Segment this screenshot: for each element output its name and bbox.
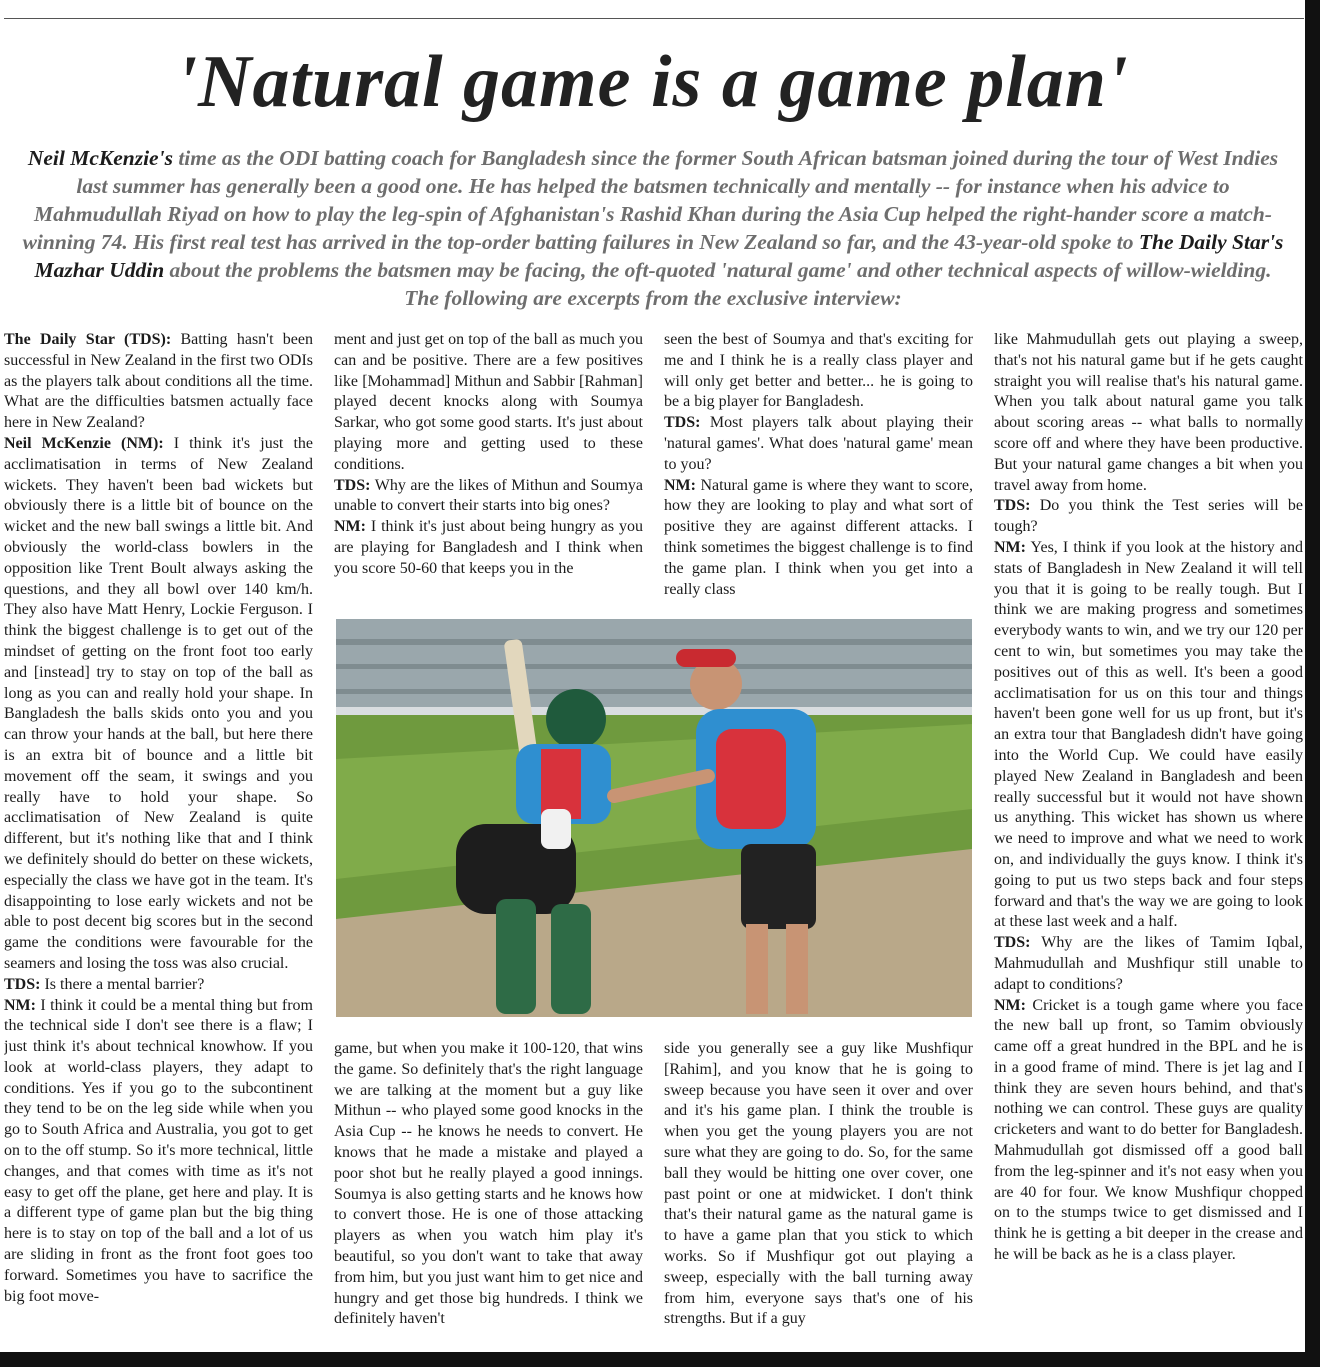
answer-3	[334, 517, 643, 579]
intro-text-2: about the problems the batsmen may be facing, the oft-quoted 'natural game' and other technical aspects of willow-wielding. The following are excerpts from the exclusive interview:	[164, 258, 1272, 310]
coach-leg	[786, 924, 808, 1014]
article-column-1	[4, 330, 313, 1352]
coach-cap	[676, 649, 736, 667]
article-column-2-bottom	[334, 1039, 643, 1352]
answer-continued: ment and just get on top of the ball as much you can and be positive. There are a few positives like [Mohammad] Mithun and Sabbir [Rahman] played decent knocks along with Soumya Sarkar, who got some good starts. It's just about playing more and getting used to these conditions.	[334, 331, 643, 473]
speaker-label: TDS:	[334, 476, 371, 494]
speaker-label: NM:	[334, 518, 366, 536]
intro-text-1: time as the ODI batting coach for Bangladesh since the former South African batsman joined during the tour of West Indies last summer has generally been a good one. He has helped the batsmen technically and mentally -- for instance when his advice to Mahmudullah Riyad on how to play the leg-spin of Afghanistan's Rashid Khan during the Asia Cup helped the right-hander score a match-winning 74. His first real test has arrived in the top-order batting failures in New Zealand so far, and the 43-year-old spoke to	[22, 146, 1279, 254]
question-4	[664, 413, 973, 475]
training-photo	[336, 619, 972, 1017]
article-column-3-top	[664, 330, 973, 605]
question-3	[334, 476, 643, 518]
top-rule	[4, 18, 1304, 19]
batting-pad	[551, 904, 591, 1014]
answer-6	[994, 996, 1303, 1266]
answer-continued: side you generally see a guy like Mushfiqur [Rahim], and you know that he is going to sweep because you have seen it over and over and it's his game plan. I think the trouble is when you get the young players you are not sure what they are going to do. So, for the same ball they would be hitting one over cover, one past point or one at midwicket. I don't think that's their natural game as the natural game is to have a game plan that you stick to which works. So if Mushfiqur got out playing a sweep, especially with the ball turning away from him, everyone says that's one of his strengths. But if a guy	[664, 1040, 973, 1328]
article-column-3-bottom	[664, 1039, 973, 1352]
photo-illustration	[336, 619, 972, 1017]
question-text: Do you think the Test series will be tough?	[994, 497, 1303, 536]
question-1	[4, 330, 313, 434]
headline: 'Natural game is a game plan'	[176, 41, 1129, 123]
speaker-label: TDS:	[664, 414, 701, 432]
speaker-label: NM:	[994, 996, 1026, 1014]
speaker-label: NM:	[4, 996, 36, 1014]
question-text: Why are the likes of Tamim Iqbal, Mahmudullah and Mushfiqur still unable to adapt to conditions?	[994, 934, 1303, 993]
intro-name-interviewer: The Daily Star's Mazhar Uddin	[34, 230, 1284, 282]
question-2	[4, 975, 313, 996]
batsman-helmet	[546, 689, 606, 749]
question-text: Most players talk about playing their 'natural games'. What does 'natural game' mean to you?	[664, 414, 973, 473]
stand-tier	[336, 689, 972, 694]
article-column-2-top	[334, 330, 643, 605]
answer-text: I think it's just the acclimatisation in terms of New Zealand wickets. They haven't been bad wickets but obviously there is a little bit of bounce on the wicket and the new ball swings a little bit. And obviously the world-class bowlers in the opposition like Trent Boult always asking the questions, and they all bowl over 140 km/h. They also have Matt Henry, Lockie Ferguson. I think the biggest challenge is to get out of the mindset of getting on the front foot too early and [instead] try to stay on top of the ball as long as you can and really hold your shape. In Bangladesh the balls skids onto you and you can throw your hands at the ball, but here there is an extra bit of bounce and a little bit movement off the seam, it swings and you really have to hold your shape. So acclimatisation of New Zealand is quite different, but it's nothing like that and I think we definitely should do better on these wickets, especially the class we have got in the team. It's disappointing to lose early wickets and not be able to post decent big scores but in the second game the conditions were favourable for the seamers and losing the toss was also crucial.	[4, 434, 313, 972]
question-6	[994, 933, 1303, 995]
question-text: Batting hasn't been successful in New Zealand in the first two ODIs as the players talk about conditions all the time. What are the difficulties batsmen actually face here in New Zealand?	[4, 331, 313, 432]
right-page-border	[1305, 0, 1320, 1367]
coach-shorts	[741, 844, 816, 929]
batting-pad	[496, 899, 536, 1014]
batting-glove	[541, 809, 571, 849]
answer-text: I think it could be a mental thing but from the technical side I don't see there is a flaw; I just think it's about technical knowhow. If you look at world-class players, they adapt to conditions. Yes if you go to the subcontinent they tend to be on the leg side while when you go to South Africa and Australia, you got to get on to the off stump. So it's more technical, little changes, and that comes with time as it's not easy to get off the plane, get here and play. It is a different type of game plan but the big thing here is to stay on top of the ball and a lot of us are sliding in front as the front foot goes too forward. Sometimes you have to sacrifice the big foot move-	[4, 996, 313, 1305]
speaker-label: NM:	[664, 476, 696, 494]
intro-paragraph	[20, 144, 1286, 312]
answer-4	[664, 476, 973, 601]
answer-text: Yes, I think if you look at the history and stats of Bangladesh in New Zealand it will tell you that it is going to be really tough. But I think we are making progress and sometimes everybody wants to win, and we try our 120 per cent to win, but sometimes you may take the positives out of this as well. It's been a good acclimatisation for us on this tour and things haven't been gone well for us up front, but it's an extra tour that Bangladesh didn't have going into the World Cup. We could have easily played New Zealand in Bangladesh and been really successful but it would not have shown us anything. This wicket has shown us where we need to improve and what we need to work on, and individually the guys know. I think it's going to put us two steps back and four steps forward and that's the way we are going to look at these last week and a half.	[994, 538, 1303, 931]
speaker-label: TDS:	[994, 497, 1031, 515]
answer-text: I think it's just about being hungry as you are playing for Bangladesh and I think when you score 50-60 that keeps you in the	[334, 518, 643, 577]
stand-tier	[336, 639, 972, 645]
answer-continued: like Mahmudullah gets out playing a sweep, that's not his natural game but if he gets caught straight you will realise that's his natural game. When you talk about natural game you talk about scoring areas -- what balls to normally score off and where they have been productive. But your natural game changes a bit when you travel away from home.	[994, 331, 1303, 494]
batsman-jersey-red	[541, 749, 581, 819]
intro-name-mckenzie: Neil McKenzie's	[27, 146, 173, 170]
question-text: Why are the likes of Mithun and Soumya unable to convert their starts into big ones?	[334, 476, 643, 515]
boundary-fence	[336, 707, 972, 715]
speaker-label: TDS:	[994, 934, 1031, 952]
bottom-page-border	[0, 1352, 1320, 1367]
coach-shirt-red	[716, 729, 786, 829]
article-column-4	[994, 330, 1303, 1352]
answer-text: Cricket is a tough game where you face the new ball up front, so Tamim obviously came off a great hundred in the BPL and he is in a good frame of mind. There is jet lag and I think they are seven hours behind, and that's nothing we can control. These guys are quality cricketers and want to do better for Bangladesh. Mahmudullah got dismissed off a good ball from the leg-spinner and it's not easy when you are 40 for four. We know Mushfiqur chopped on to the stumps twice to get dismissed and I think he is getting a bit deeper in the crease and he will be back as he is a class player.	[994, 996, 1303, 1264]
answer-2	[4, 996, 313, 1308]
answer-1	[4, 434, 313, 975]
coach-leg	[746, 924, 768, 1014]
answer-continued: seen the best of Soumya and that's exciting for me and I think he is a really class player and will only get better and better... he is going to be a big player for Bangladesh.	[664, 331, 973, 411]
speaker-label: The Daily Star (TDS):	[4, 331, 172, 348]
answer-continued: game, but when you make it 100-120, that wins the game. So definitely that's the right language we are talking at the moment but a guy like Mithun -- who played some good knocks in the Asia Cup -- he knows he needs to convert. He knows that he made a mistake and played a poor shot but he really played a good innings. Soumya is also getting starts and he knows how to convert those. He is one of those attacking players as when you watch him play it's beautiful, so you don't want to take that away from him, but you just want him to get nice and hungry and get those big hundreds. I think we definitely haven't	[334, 1040, 643, 1328]
answer-text: Natural game is where they want to score, how they are looking to play and what sort of positive they are against different attacks. I think sometimes the biggest challenge is to find the game plan. I think when you get into a really class	[664, 476, 973, 598]
speaker-label: TDS:	[4, 975, 41, 993]
answer-5	[994, 538, 1303, 933]
speaker-label: NM:	[994, 538, 1026, 556]
question-5	[994, 496, 1303, 538]
question-text: Is there a mental barrier?	[40, 975, 205, 993]
speaker-label: Neil McKenzie (NM):	[4, 434, 164, 452]
stand-tier	[336, 664, 972, 669]
